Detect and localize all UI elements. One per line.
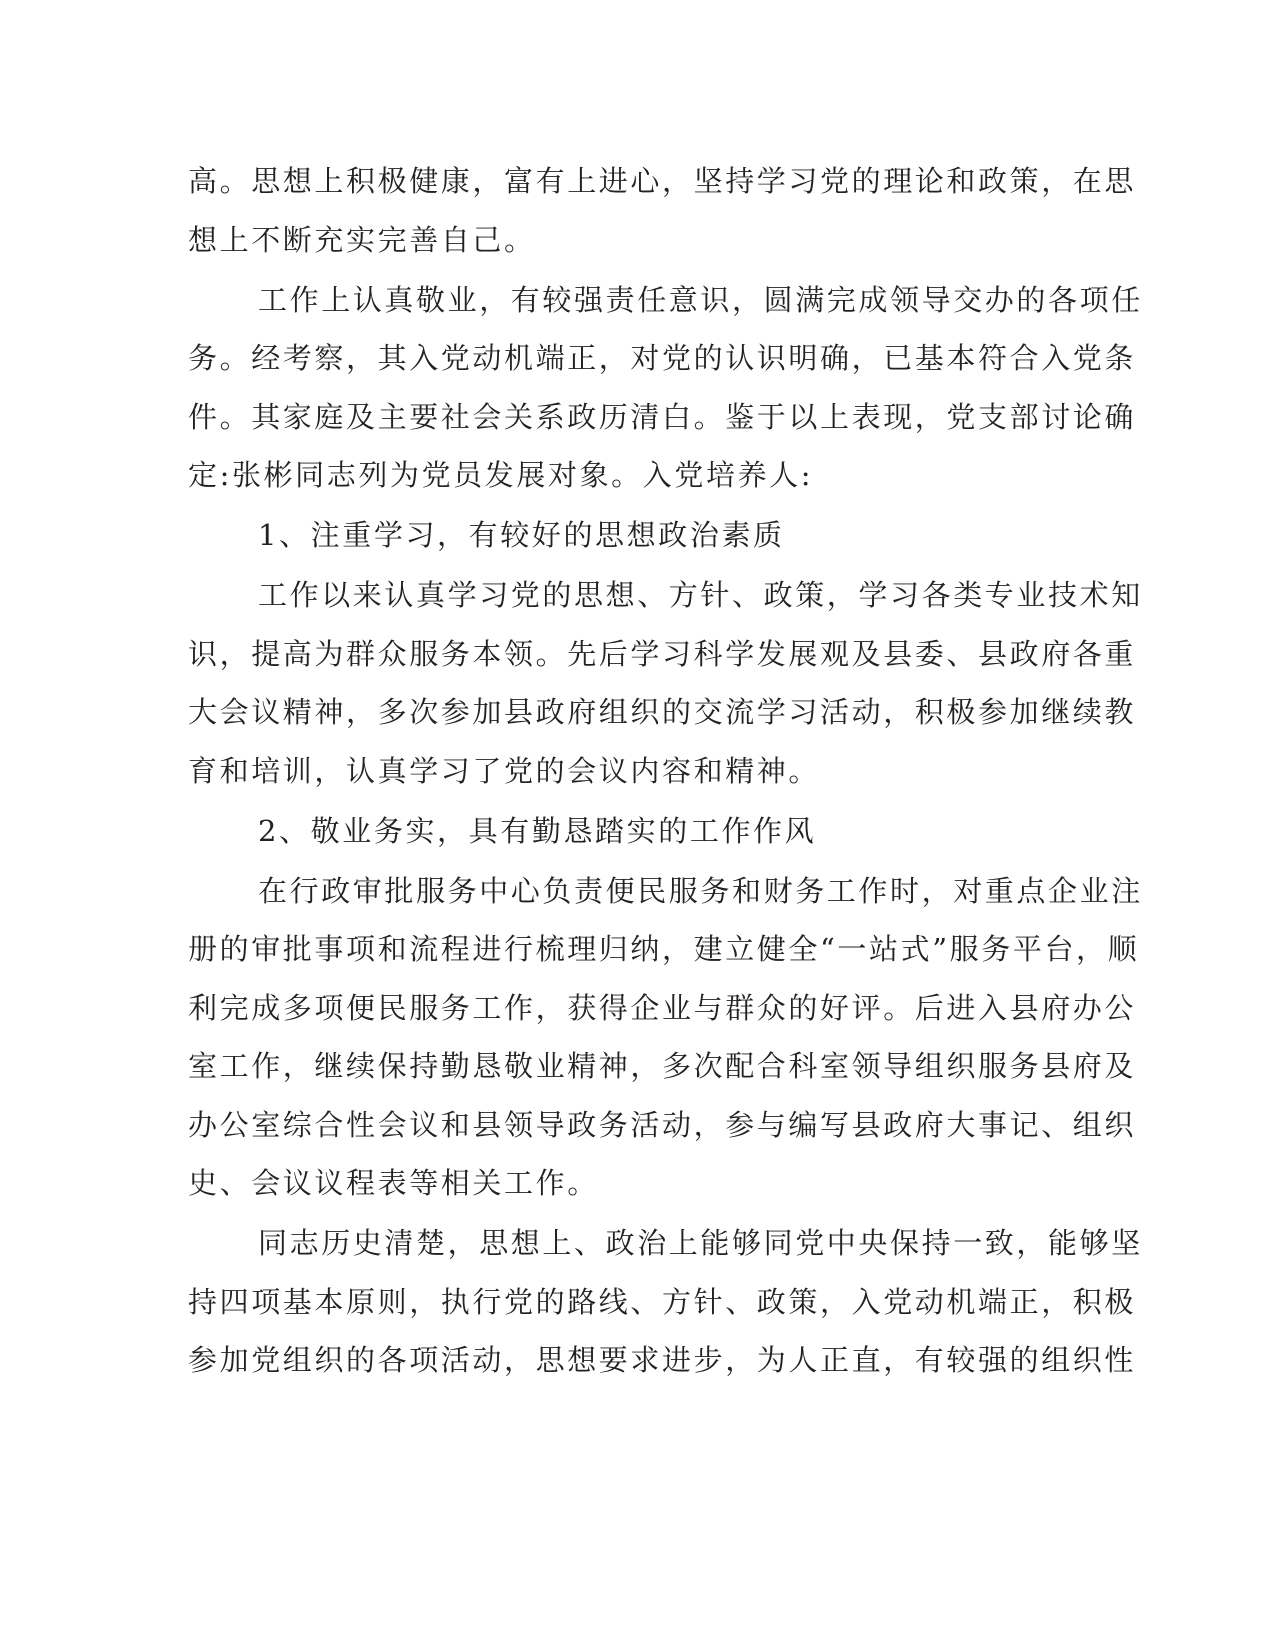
- document-page: [188, 152, 1143, 1391]
- paragraph-5: [188, 1214, 1143, 1390]
- text-line: 室工作，继续保持勤恳敬业精神，多次配合科室领导组织服务县府及: [188, 1049, 1137, 1083]
- text-line: 同志历史清楚，思想上、政治上能够同党中央保持一致，能够坚: [258, 1226, 1143, 1260]
- text-line: 务。经考察，其入党动机端正，对党的认识明确，已基本符合入党条: [188, 341, 1137, 375]
- text-line: 工作以来认真学习党的思想、方针、政策，学习各类专业技术知: [258, 578, 1143, 612]
- text-line: 工作上认真敬业，有较强责任意识，圆满完成领导交办的各项任: [258, 282, 1143, 317]
- text-line: 定:张彬同志列为党员发展对象。入党培养人:: [188, 458, 814, 492]
- text-line: 1、注重学习，有较好的思想政治素质: [258, 518, 785, 552]
- paragraph-1: [188, 152, 1137, 269]
- paragraph-2: [188, 271, 1143, 505]
- paragraph-4: [188, 862, 1143, 1213]
- text-line: 册的审批事项和流程进行梳理归纳，建立健全“一站式”服务平台，顺: [188, 932, 1140, 966]
- text-line: 办公室综合性会议和县领导政务活动，参与编写县政府大事记、组织: [188, 1107, 1137, 1142]
- text-line: 在行政审批服务中心负责便民服务和财务工作时，对重点企业注: [258, 873, 1143, 908]
- text-line: 育和培训，认真学习了党的会议内容和精神。: [188, 753, 821, 788]
- text-line: 史、会议议程表等相关工作。: [188, 1166, 599, 1200]
- text-line: 2、敬业务实，具有勤恳踏实的工作作风: [258, 813, 817, 848]
- text-line: 持四项基本原则，执行党的路线、方针、政策，入党动机端正，积极: [188, 1284, 1137, 1319]
- text-line: 想上不断充实完善自己。: [188, 222, 536, 257]
- text-line: 参加党组织的各项活动，思想要求进步，为人正直，有较强的组织性: [188, 1343, 1137, 1377]
- text-line: 识，提高为群众服务本领。先后学习科学发展观及县委、县政府各重: [188, 636, 1137, 671]
- section-heading-1: [188, 506, 1068, 565]
- text-line: 件。其家庭及主要社会关系政历清白。鉴于以上表现，党支部讨论确: [188, 399, 1137, 434]
- text-line: 大会议精神，多次参加县政府组织的交流学习活动，积极参加继续教: [188, 695, 1137, 729]
- text-line: 利完成多项便民服务工作，获得企业与群众的好评。后进入县府办公: [188, 990, 1137, 1025]
- text-line: 高。思想上积极健康，富有上进心，坚持学习党的理论和政策，在思: [188, 164, 1137, 198]
- section-heading-2: [188, 802, 1068, 861]
- paragraph-3: [188, 566, 1143, 800]
